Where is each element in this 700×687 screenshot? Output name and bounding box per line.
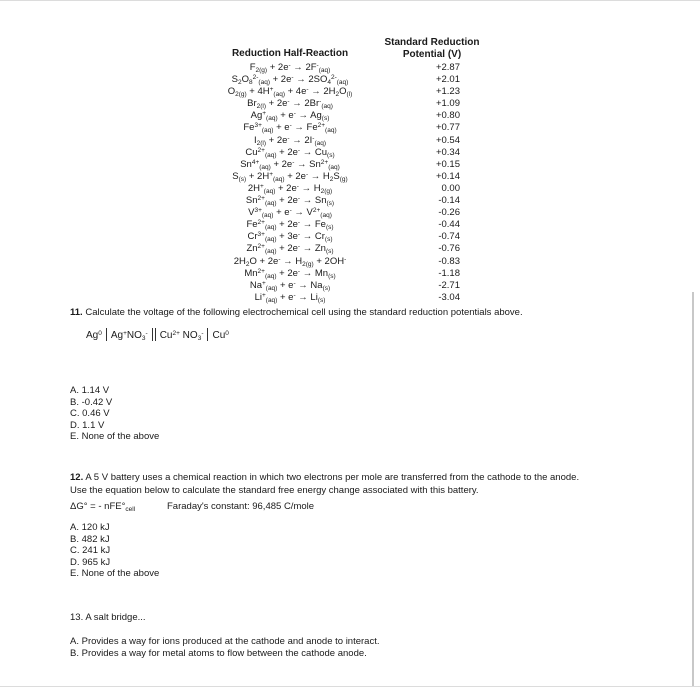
- potential-value: +0.77: [435, 122, 460, 134]
- answer-options-11: [70, 385, 159, 443]
- potential-value: +0.14: [435, 170, 460, 182]
- question-number: 12.: [70, 472, 84, 483]
- potential-value: +1.23: [435, 86, 460, 98]
- table-row: $2H^+_{(aq)} + 2e^- \to H_{2(g)}$: [247, 182, 333, 195]
- answer-options-13: [70, 636, 379, 659]
- potential-value: -0.83: [438, 255, 460, 267]
- answer-option[interactable]: E. None of the above: [70, 568, 160, 580]
- potential-value: -2.71: [438, 279, 460, 291]
- potential-value: +0.80: [435, 110, 460, 122]
- potential-value: +2.01: [435, 74, 460, 86]
- potential-value: +0.34: [435, 146, 460, 158]
- answer-option[interactable]: C. 241 kJ: [70, 545, 111, 557]
- table-row: $S_2O_8^{2-}_{(aq)} + 2e^- \to 2SO_4^{2-}_{(aq)}$: [231, 74, 349, 87]
- answer-option[interactable]: A. Provides a way for ions produced at the cathode and anode to interact.: [70, 636, 380, 647]
- answer-option[interactable]: C. 0.46 V: [70, 408, 110, 420]
- question-number: 13.: [70, 612, 84, 623]
- potential-value: +0.15: [435, 158, 460, 170]
- page-top-border: [0, 0, 700, 1]
- answer-options-12: [70, 522, 159, 580]
- table-row: $O_{2(g)} + 4H^+_{(aq)} + 4e^- \to 2H_2O_{(l)}$: [227, 86, 353, 99]
- table-row: $S_{(s)} + 2H^+_{(aq)} + 2e^- \to H_2S_{(g)}$: [232, 170, 348, 183]
- potential-value: -3.04: [438, 291, 460, 303]
- answer-option[interactable]: A. 1.14 V: [70, 385, 110, 396]
- potential-column: [400, 62, 460, 304]
- potential-value: 0.00: [441, 182, 460, 194]
- table-header-potential-line2: Potential (V): [402, 49, 462, 60]
- table-row: $2H_2O + 2e^- \to H_{2(g)} + 2OH^-$: [233, 255, 347, 268]
- table-row: $Fe^{3+}_{(aq)} + e^- \to Fe^{2+}_{(aq)}$: [243, 122, 337, 135]
- question-13: [70, 611, 146, 624]
- answer-option[interactable]: D. 1.1 V: [70, 419, 105, 431]
- reaction-column: [200, 62, 380, 304]
- answer-option[interactable]: B. Provides a way for metal atoms to flow between the cathode anode.: [70, 647, 367, 659]
- table-row: $Na^+_{(aq)} + e^- \to Na_{(s)}$: [249, 279, 331, 292]
- potential-value: -0.14: [438, 195, 460, 207]
- table-header-reaction: Reduction Half-Reaction: [231, 48, 349, 59]
- table-header-potential-line1: Standard Reduction: [384, 37, 480, 48]
- potential-value: -0.26: [438, 207, 460, 219]
- table-row: $Mn^{2+}_{(aq)} + 2e^- \to Mn_{(s)}$: [244, 267, 336, 280]
- answer-option[interactable]: B. 482 kJ: [70, 533, 110, 545]
- potential-value: +2.87: [435, 62, 460, 73]
- answer-option[interactable]: D. 965 kJ: [70, 556, 111, 568]
- table-header-potential: [372, 37, 492, 61]
- potential-value: +1.09: [435, 98, 460, 110]
- table-row: $I_{2(l)} + 2e^- \to 2I^-_{(aq)}$: [253, 134, 327, 147]
- table-row: $F_{2(g)} + 2e^- \to 2F^-_{(aq)}$: [249, 62, 331, 74]
- potential-value: -1.18: [438, 267, 460, 279]
- question-text-line1: 12. A 5 V battery uses a chemical reaction in which two electrons per mole are transferred from the cathode to the anode.: [70, 472, 580, 483]
- potential-value: +0.54: [435, 134, 460, 146]
- question-text-line2: Use the equation below to calculate the standard free energy change associated with this battery.: [70, 485, 479, 496]
- table-row: $Sn^{4+}_{(aq)} + 2e^- \to Sn^{2+}_{(aq)}$: [240, 158, 340, 171]
- free-energy-equation: ΔG° = - $nFE^\circ_{cell}$: [70, 501, 136, 513]
- answer-option[interactable]: A. 120 kJ: [70, 522, 110, 533]
- answer-option[interactable]: E. None of the above: [70, 431, 160, 443]
- potential-value: -0.74: [438, 231, 460, 243]
- question-text: Calculate the voltage of the following electrochemical cell using the standard reduction potentials above.: [85, 307, 523, 318]
- question-11: [70, 306, 523, 319]
- scrollbar-edge: [692, 292, 694, 687]
- table-row: $Ag^+_{(aq)} + e^- \to Ag_{(s)}$: [250, 110, 330, 123]
- table-row: $Cu^{2+}_{(aq)} + 2e^- \to Cu_{(s)}$: [245, 146, 335, 159]
- potential-value: -0.44: [438, 219, 460, 231]
- table-row: $Cr^{3+}_{(aq)} + 3e^- \to Cr_{(s)}$: [247, 231, 333, 244]
- table-row: $Fe^{2+}_{(aq)} + 2e^- \to Fe_{(s)}$: [246, 219, 334, 232]
- potential-value: -0.76: [438, 243, 460, 255]
- table-row: $Br_{2(l)} + 2e^- \to 2Br^-_{(aq)}$: [247, 98, 333, 111]
- cell-notation: Ag$^0$ $Ag^+NO_3^-$ $Cu^{2+}$ $NO_3^-$ Cu$^0$: [86, 330, 229, 342]
- answer-option[interactable]: B. -0.42 V: [70, 396, 113, 408]
- table-row: $Li^+_{(aq)} + e^- \to Li_{(s)}$: [254, 291, 326, 304]
- table-row: $V^{3+}_{(aq)} + e^- \to V^{2+}_{(aq)}$: [248, 207, 332, 220]
- question-12: [70, 471, 579, 497]
- question-text: A salt bridge...: [85, 612, 146, 623]
- table-row: $Sn^{2+}_{(aq)} + 2e^- \to Sn_{(s)}$: [245, 195, 335, 208]
- table-row: $Zn^{2+}_{(aq)} + 2e^- \to Zn_{(s)}$: [246, 243, 334, 256]
- faraday-constant: Faraday's constant: 96,485 C/mole: [167, 501, 315, 512]
- question-number: 11.: [70, 307, 83, 318]
